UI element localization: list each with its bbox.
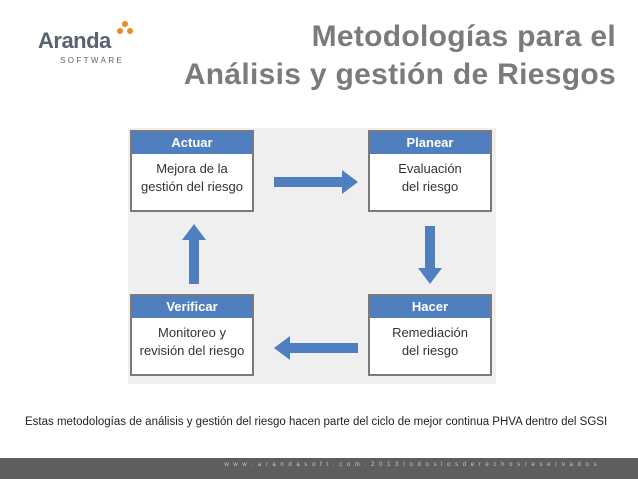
box-actuar-line-2: gestión del riesgo	[141, 179, 243, 194]
box-actuar	[130, 130, 254, 212]
box-verificar-line-1: Monitoreo y	[158, 325, 226, 340]
box-planear-line-1: Evaluación	[398, 161, 462, 176]
arrow-up-icon	[182, 224, 206, 284]
box-planear	[368, 130, 492, 212]
arrow-left-icon	[274, 336, 358, 360]
page-title	[184, 18, 616, 94]
arrow-right-icon	[274, 170, 358, 194]
title-line-1: Metodologías para el	[311, 20, 616, 53]
footer-bar	[0, 458, 638, 479]
box-verificar-body	[132, 318, 252, 374]
aranda-logo	[38, 20, 138, 70]
logo-mark-icon	[116, 20, 134, 38]
box-hacer	[368, 294, 492, 376]
box-planear-header: Planear	[370, 132, 490, 154]
box-actuar-body	[132, 154, 252, 210]
box-verificar-header: Verificar	[132, 296, 252, 318]
box-hacer-line-1: Remediación	[392, 325, 468, 340]
title-line-2: Análisis y gestión de Riesgos	[183, 58, 616, 91]
box-hacer-body	[370, 318, 490, 374]
box-actuar-header: Actuar	[132, 132, 252, 154]
box-hacer-header: Hacer	[370, 296, 490, 318]
logo-tagline: SOFTWARE	[60, 56, 125, 65]
logo-wordmark: Aranda	[38, 28, 111, 53]
box-actuar-line-1: Mejora de la	[156, 161, 228, 176]
phva-cycle-diagram	[128, 128, 496, 384]
box-planear-body	[370, 154, 490, 210]
box-verificar	[130, 294, 254, 376]
box-verificar-line-2: revisión del riesgo	[139, 343, 245, 358]
box-planear-line-2: del riesgo	[401, 179, 459, 194]
footer-text: w w w . a r a n d a s o f t . c o m · 2 0 1 3 t o d o s l o s d e r e c h o s r e s e r v a d o s	[224, 462, 598, 468]
caption-text: Estas metodologías de análisis y gestión del riesgo hacen parte del ciclo de mejor continua PHVA dentro del SGSI	[25, 416, 608, 428]
box-hacer-line-2: del riesgo	[401, 343, 459, 358]
arrow-down-icon	[418, 226, 442, 284]
